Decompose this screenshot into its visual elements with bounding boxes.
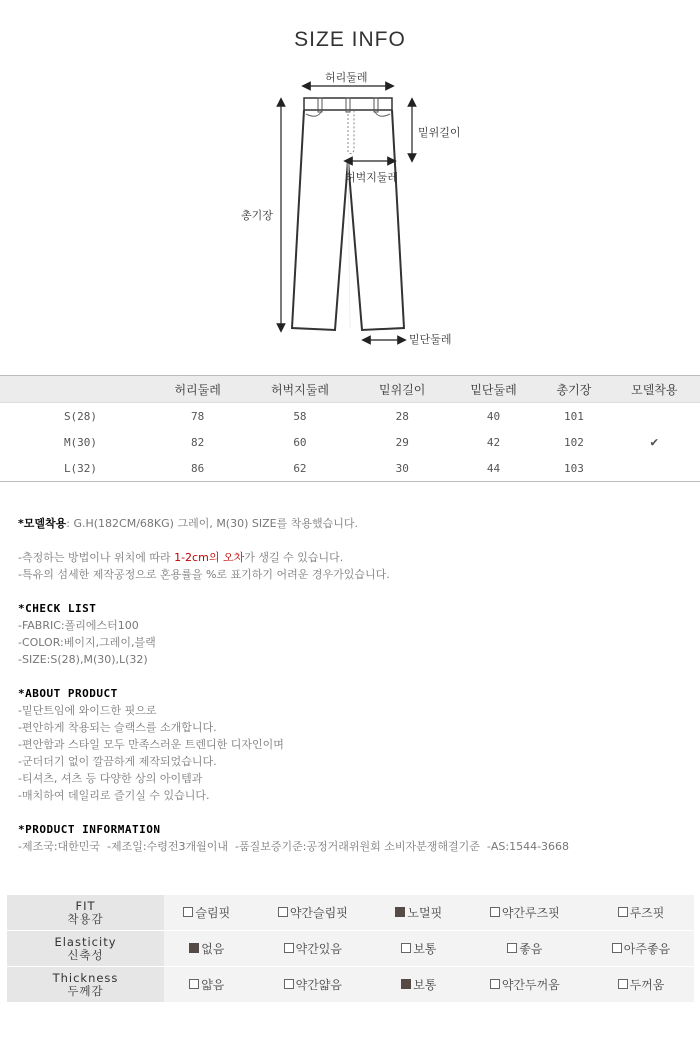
thigh-cell: 60	[293, 435, 307, 449]
option-very-good	[588, 931, 694, 967]
list-item: -COLOR:베이지,그레이,블랙	[18, 636, 156, 649]
option-label: 두꺼움	[629, 978, 665, 992]
hem-cell: 44	[448, 455, 539, 482]
option-label: 약간루즈핏	[501, 906, 560, 920]
length-cell: 101	[563, 409, 584, 423]
header-size	[0, 376, 152, 403]
checkbox-icon	[284, 979, 294, 989]
pants-illustration	[0, 60, 700, 360]
model-note-head: *모델착용	[18, 517, 67, 530]
option-semi-thick	[462, 967, 588, 1003]
measure-note-1	[18, 549, 688, 566]
measure-text: 가 생길 수 있습니다.	[244, 551, 344, 564]
option-label: 보통	[413, 942, 437, 956]
elasticity-label-ko: 신축성	[67, 947, 104, 962]
error-range-highlight: 1-2cm의 오차	[174, 551, 245, 564]
checkbox-icon	[183, 907, 193, 917]
fit-label-en: FIT	[75, 898, 96, 913]
length-cell: 103	[539, 455, 608, 482]
option-thick	[588, 967, 694, 1003]
elasticity-label-en: Elasticity	[54, 934, 117, 949]
header-length: 총기장	[539, 376, 608, 403]
size-cell: M(30)	[63, 435, 98, 449]
checkbox-icon	[490, 907, 500, 917]
thickness-label-en: Thickness	[52, 970, 119, 985]
model-note	[18, 515, 688, 532]
size-cell: S(28)	[63, 409, 98, 423]
list-item: -밑단트임에 와이드한 핏으로	[18, 704, 157, 717]
hem-label: 밑단둘레	[409, 333, 452, 346]
option-label: 슬림핏	[195, 906, 231, 920]
rise-cell: 28	[395, 409, 409, 423]
elasticity-label	[7, 931, 164, 967]
header-waist: 허리둘레	[152, 376, 243, 403]
table-row	[0, 455, 700, 482]
option-medium-thick	[376, 967, 462, 1003]
option-good	[462, 931, 588, 967]
list-item: -FABRIC:폴리에스터100	[18, 619, 139, 632]
thickness-label-ko: 두께감	[67, 983, 104, 998]
check-icon: ✔	[650, 434, 659, 450]
fit-label	[7, 895, 164, 931]
fit-table	[7, 895, 694, 1003]
check-list-heading: *CHECK LIST	[18, 602, 97, 615]
length-label: 총기장	[241, 209, 273, 222]
waist-cell: 82	[191, 435, 205, 449]
list-item: -티셔츠, 셔츠 등 다양한 상의 아이템과	[18, 772, 203, 785]
waist-label: 허리둘레	[325, 71, 368, 84]
waist-cell: 78	[191, 409, 205, 423]
rise-cell: 30	[357, 455, 448, 482]
option-semi-loose	[462, 895, 588, 931]
checkbox-icon	[507, 943, 517, 953]
header-model: 모델착용	[609, 376, 700, 403]
checkbox-icon	[612, 943, 622, 953]
thickness-label	[7, 967, 164, 1003]
table-row	[0, 403, 700, 430]
option-semi-thin	[250, 967, 376, 1003]
option-normal	[376, 895, 462, 931]
measure-text: -측정하는 방법이나 위치에 따라	[18, 551, 175, 564]
hem-cell: 40	[486, 409, 501, 423]
option-slight	[250, 931, 376, 967]
checkbox-icon	[278, 907, 288, 917]
checkbox-icon	[618, 979, 628, 989]
fit-label-ko: 착용감	[67, 911, 104, 926]
pants-diagram	[0, 60, 700, 360]
option-slim	[164, 895, 250, 931]
checked-box-icon	[401, 979, 411, 989]
waist-cell: 86	[152, 455, 243, 482]
page-title: SIZE INFO	[294, 28, 406, 51]
option-label: 없음	[201, 942, 225, 956]
checked-box-icon	[189, 943, 199, 953]
size-table-header	[0, 376, 700, 403]
length-cell: 102	[563, 435, 584, 449]
checkbox-icon	[401, 943, 411, 953]
option-label: 얇음	[201, 978, 225, 992]
hem-cell: 42	[486, 435, 501, 449]
option-label: 루즈핏	[629, 906, 665, 920]
model-cell	[609, 403, 700, 430]
option-label: 좋음	[519, 942, 543, 956]
table-row	[0, 429, 700, 455]
measure-note-2: -특유의 섬세한 제작공정으로 혼용률을 %로 표기하기 어려운 경우가있습니다.	[18, 568, 390, 581]
option-label: 약간슬림핏	[289, 906, 348, 920]
product-info-heading: *PRODUCT INFORMATION	[18, 823, 161, 836]
product-notes	[18, 515, 688, 855]
option-label: 아주좋음	[623, 942, 671, 956]
checkbox-icon	[490, 979, 500, 989]
checkbox-icon	[189, 979, 199, 989]
checkbox-icon	[284, 943, 294, 953]
option-label: 노멀핏	[407, 906, 443, 920]
option-semi-slim	[250, 895, 376, 931]
thigh-cell: 58	[293, 409, 307, 423]
fit-row	[7, 895, 694, 931]
list-item: -편안하게 착용되는 슬랙스를 소개합니다.	[18, 721, 217, 734]
size-cell: L(32)	[0, 455, 152, 482]
option-label: 보통	[413, 978, 437, 992]
option-medium	[376, 931, 462, 967]
about-heading: *ABOUT PRODUCT	[18, 687, 118, 700]
option-label: 약간있음	[295, 942, 342, 956]
size-table	[0, 375, 700, 482]
header-hem: 밑단둘레	[448, 376, 539, 403]
rise-cell: 29	[395, 435, 409, 449]
model-cell	[609, 455, 700, 482]
header-rise: 밑위길이	[357, 376, 448, 403]
elasticity-row	[7, 931, 694, 967]
list-item: -매치하여 데일리로 즐기실 수 있습니다.	[18, 789, 210, 802]
product-info-text: -제조국:대한민국 -제조일:수령전3개월이내 -품질보증기준:공정거래위원회 소비자분쟁해결기준 -AS:1544-3668	[18, 840, 570, 853]
option-none	[164, 931, 250, 967]
list-item: -편안함과 스타일 모두 만족스러운 트렌디한 디자인이며	[18, 738, 284, 751]
rise-label: 밑위길이	[418, 126, 461, 139]
thickness-row	[7, 967, 694, 1003]
thigh-cell: 62	[243, 455, 356, 482]
list-item: -군더더기 없이 깔끔하게 제작되었습니다.	[18, 755, 217, 768]
checkbox-icon	[618, 907, 628, 917]
option-thin	[164, 967, 250, 1003]
option-label: 약간얇음	[295, 978, 342, 992]
checked-box-icon	[395, 907, 405, 917]
header-thigh: 허벅지둘레	[243, 376, 356, 403]
list-item: -SIZE:S(28),M(30),L(32)	[18, 653, 148, 666]
option-loose	[588, 895, 694, 931]
model-note-text: : G.H(182CM/68KG) 그레이, M(30) SIZE를 착용했습니다.	[66, 517, 358, 530]
thigh-label: 허벅지둘레	[345, 171, 399, 184]
option-label: 약간두꺼움	[501, 978, 560, 992]
